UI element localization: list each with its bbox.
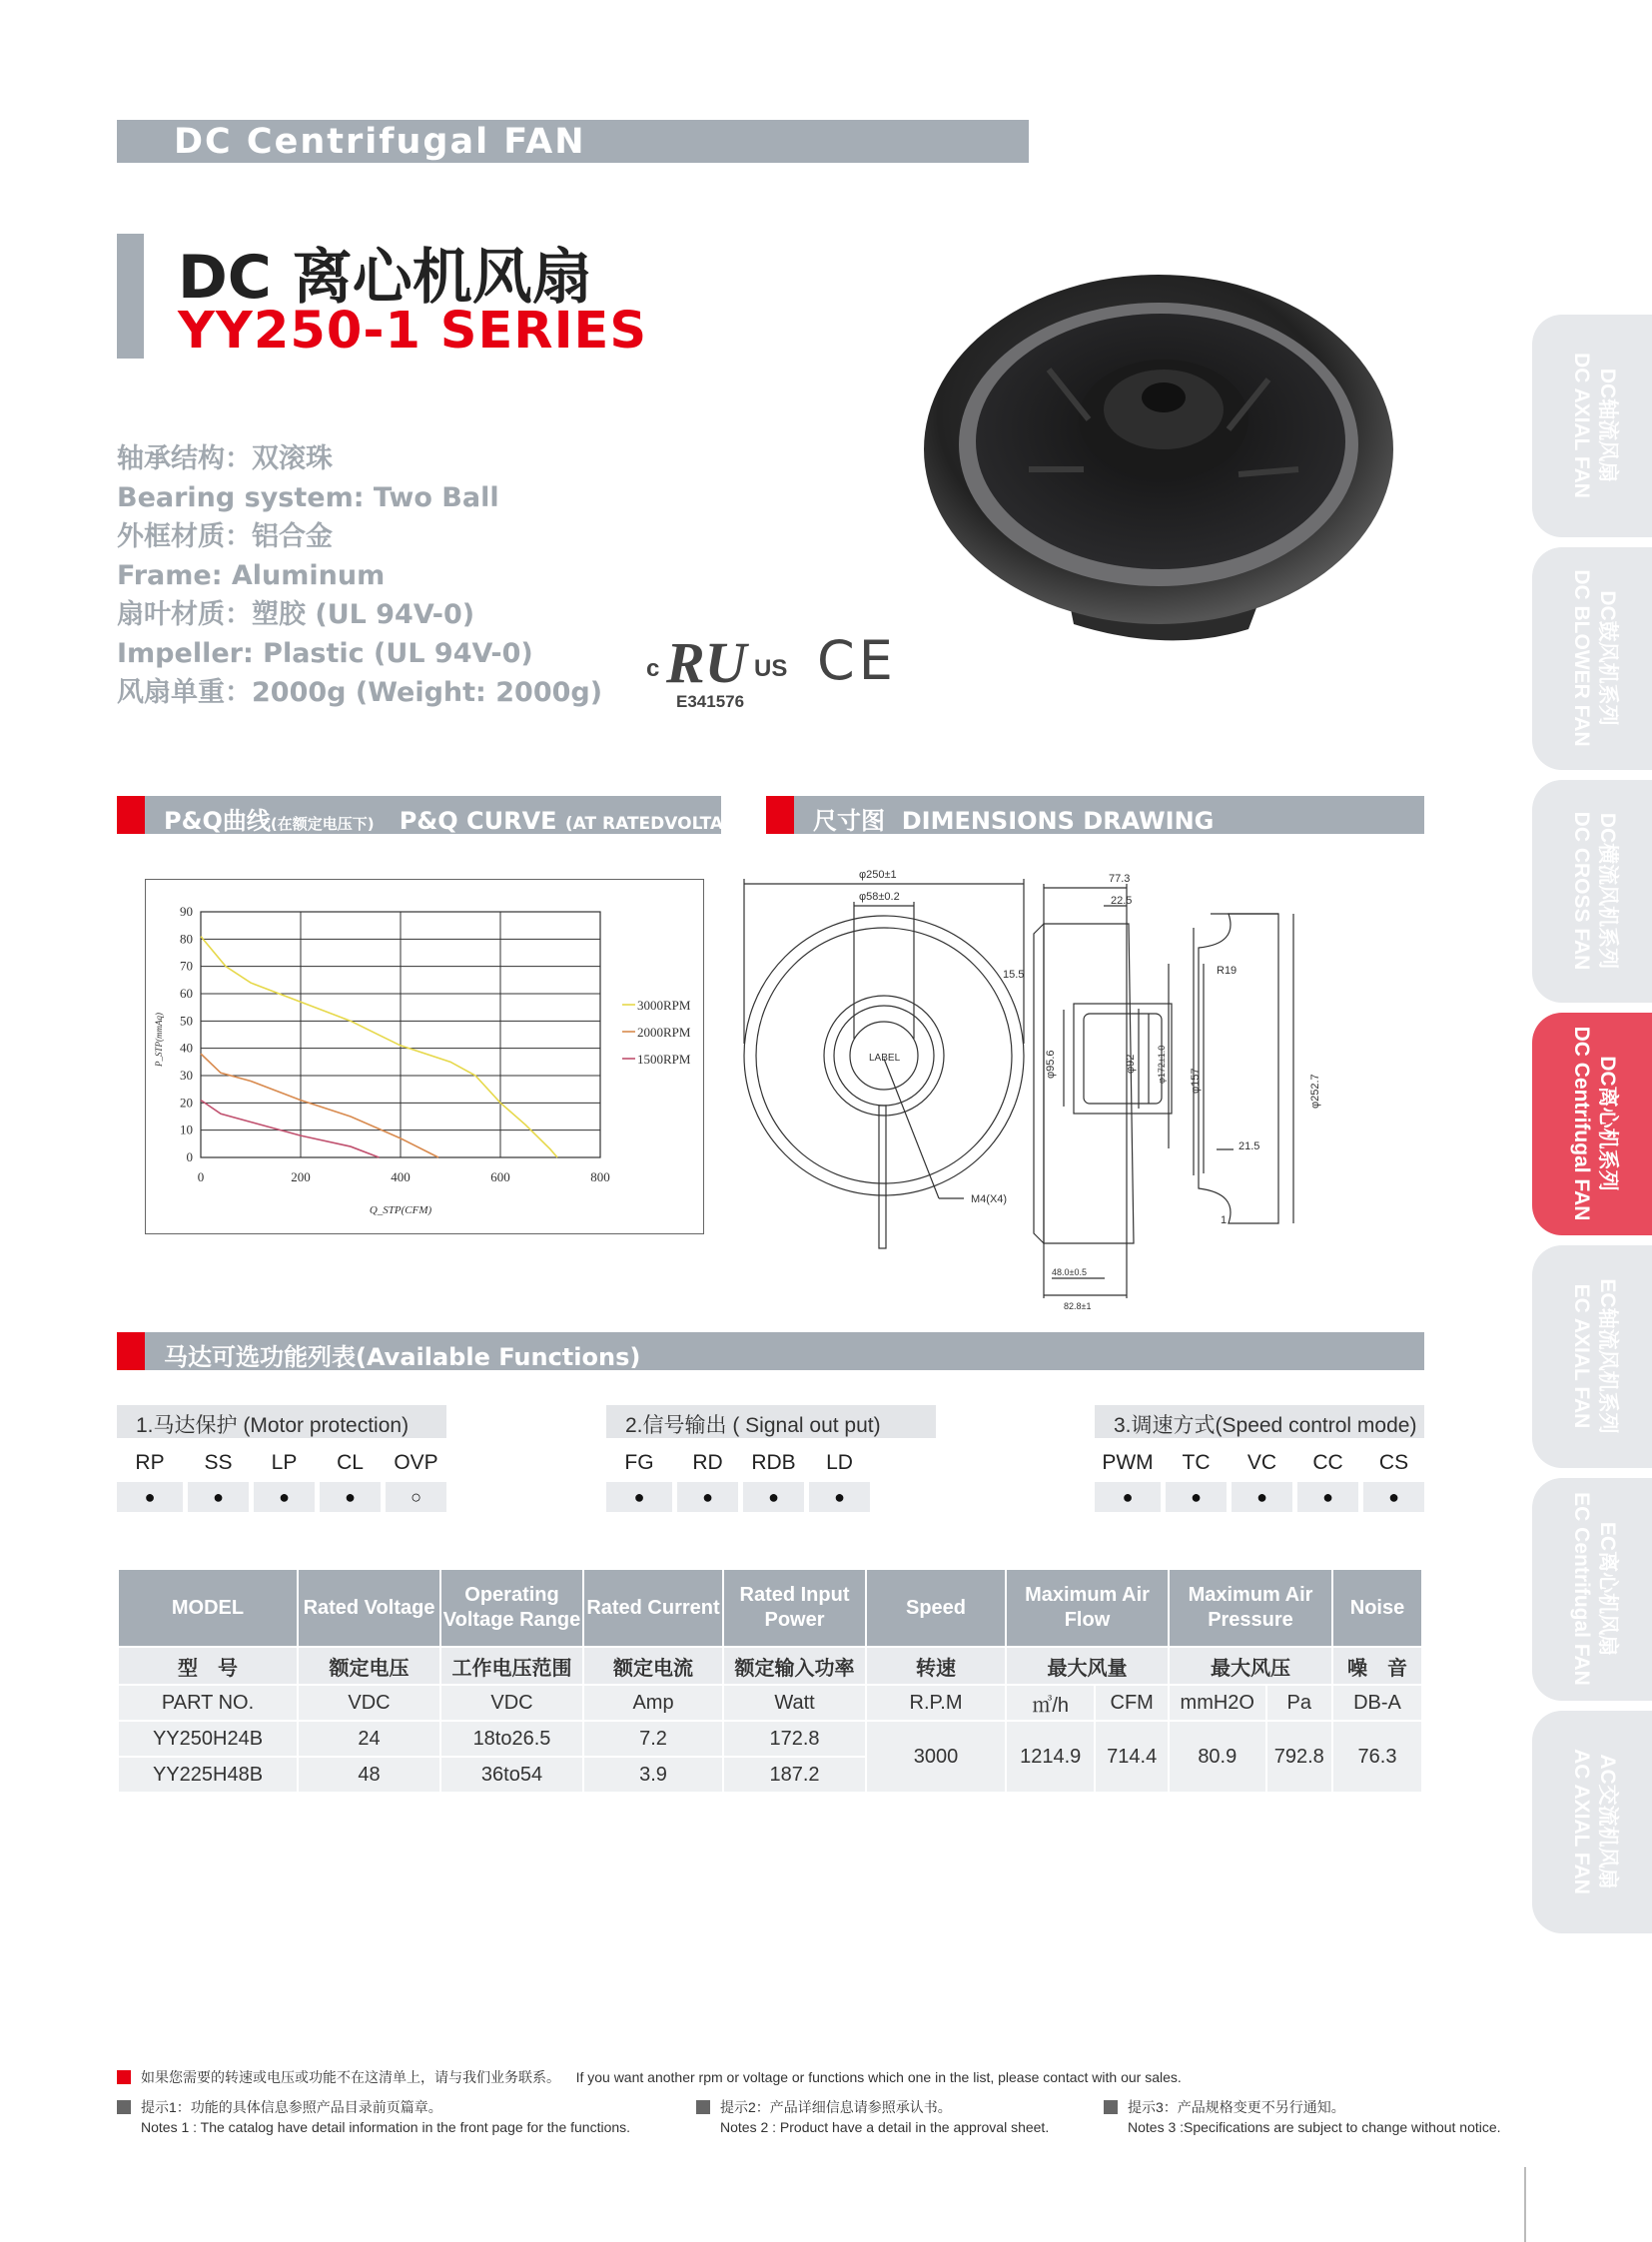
note-1 bbox=[117, 2097, 696, 2137]
function-code: LP bbox=[249, 1448, 315, 1478]
cell: R.P.M bbox=[866, 1685, 1006, 1721]
cell: 714.4 bbox=[1095, 1721, 1169, 1793]
y-tick-label: 80 bbox=[180, 931, 193, 947]
function-group bbox=[117, 1405, 446, 1512]
function-code: RDB bbox=[738, 1448, 804, 1478]
cell: 48 bbox=[298, 1757, 440, 1793]
col-operating-range: Operating Voltage Range bbox=[440, 1569, 583, 1647]
y-tick-label: 40 bbox=[180, 1040, 193, 1056]
col-noise: Noise bbox=[1332, 1569, 1422, 1647]
function-item bbox=[249, 1448, 315, 1512]
dim-828: 82.8±1 bbox=[1064, 1301, 1092, 1311]
side-tab-cn: EC轴流风机系列 bbox=[1596, 1278, 1619, 1434]
side-tab[interactable] bbox=[1532, 315, 1652, 537]
title-cn: DC 离心机风扇 bbox=[178, 243, 592, 313]
dimensions-section-header bbox=[766, 796, 1424, 834]
cell-model: YY225H48B bbox=[118, 1757, 298, 1793]
table-header-cn-row bbox=[118, 1647, 1422, 1685]
side-tab-label bbox=[1568, 1027, 1620, 1221]
side-tab-en: DC BLOWER FAN bbox=[1570, 569, 1593, 747]
function-availability-mark: ● bbox=[1161, 1482, 1227, 1512]
page-edge-line bbox=[1524, 2167, 1526, 2242]
cell: 3.9 bbox=[583, 1757, 723, 1793]
side-tab-label bbox=[1568, 1749, 1620, 1894]
legend-label: 2000RPM bbox=[637, 1025, 691, 1040]
dim-label: LABEL bbox=[869, 1053, 901, 1064]
cell: 额定电流 bbox=[583, 1647, 723, 1685]
side-tab[interactable] bbox=[1532, 547, 1652, 770]
cell: DB-A bbox=[1332, 1685, 1422, 1721]
note-text: Notes 1 : The catalog have detail information in the front page for the functions. bbox=[141, 2119, 631, 2135]
function-item bbox=[1161, 1448, 1227, 1512]
function-item bbox=[381, 1448, 446, 1512]
function-availability-mark: ● bbox=[1227, 1482, 1292, 1512]
function-item bbox=[1227, 1448, 1292, 1512]
cell: 76.3 bbox=[1332, 1721, 1422, 1793]
x-tick-label: 400 bbox=[391, 1169, 411, 1184]
pq-chart bbox=[146, 880, 705, 1235]
function-item bbox=[606, 1448, 672, 1512]
y-axis-label: P_STP(mmAq) bbox=[154, 1013, 164, 1067]
title-accent-bar bbox=[117, 234, 144, 359]
dim-d58: φ58±0.2 bbox=[859, 891, 900, 903]
cell: 额定输入功率 bbox=[723, 1647, 866, 1685]
function-code: OVP bbox=[381, 1448, 446, 1478]
dim-r19: R19 bbox=[1217, 965, 1238, 977]
pq-title-en-small: (AT RATEDVOLTAGE) bbox=[564, 814, 757, 834]
table-units-row bbox=[118, 1685, 1422, 1721]
cell: 工作电压范围 bbox=[440, 1647, 583, 1685]
side-tab-label bbox=[1568, 569, 1620, 746]
cell: 36to54 bbox=[440, 1757, 583, 1793]
side-tab-label bbox=[1568, 353, 1620, 498]
function-code: CL bbox=[315, 1448, 381, 1478]
cell-model: YY250H24B bbox=[118, 1721, 298, 1757]
col-rated-input-power: Rated Input Power bbox=[723, 1569, 866, 1647]
y-tick-label: 0 bbox=[186, 1149, 193, 1164]
col-max-air-flow: Maximum Air Flow bbox=[1006, 1569, 1169, 1647]
table-row bbox=[118, 1721, 1422, 1757]
function-availability-mark: ○ bbox=[381, 1482, 446, 1512]
function-item bbox=[1358, 1448, 1424, 1512]
cell: 型 号 bbox=[118, 1647, 298, 1685]
function-availability-mark: ● bbox=[1292, 1482, 1358, 1512]
pq-title-cn: P&Q曲线 bbox=[164, 807, 271, 835]
y-tick-label: 10 bbox=[180, 1121, 193, 1137]
fan-photo bbox=[919, 270, 1398, 669]
cell: 7.2 bbox=[583, 1721, 723, 1757]
function-group-title: 2.信号输出 ( Signal out put) bbox=[606, 1405, 936, 1438]
cell: PART NO. bbox=[118, 1685, 298, 1721]
dim-d2527: φ252.7 bbox=[1309, 1074, 1321, 1109]
col-speed: Speed bbox=[866, 1569, 1006, 1647]
series-line-2000RPM bbox=[201, 1054, 438, 1157]
cell: 172.8 bbox=[723, 1721, 866, 1757]
side-tab-label bbox=[1568, 1278, 1620, 1433]
side-tab-en: EC AXIAL FAN bbox=[1570, 1283, 1593, 1429]
side-tab-en: EC Centrifugal FAN bbox=[1570, 1492, 1593, 1686]
note-text: Notes 3 :Specifications are subject to change without notice. bbox=[1128, 2119, 1501, 2135]
function-availability-mark: ● bbox=[1095, 1482, 1161, 1512]
cell: 噪 音 bbox=[1332, 1647, 1422, 1685]
side-tab-en: DC Centrifugal FAN bbox=[1570, 1026, 1593, 1221]
legend-label: 1500RPM bbox=[637, 1052, 691, 1067]
side-tab-cn: DC横流风机系列 bbox=[1596, 812, 1619, 970]
dim-d956: φ95.6 bbox=[1045, 1050, 1057, 1079]
x-axis-label: Q_STP(CFM) bbox=[369, 1204, 432, 1216]
function-cells bbox=[117, 1448, 446, 1512]
function-item bbox=[183, 1448, 249, 1512]
dim-d92: φ92 bbox=[1125, 1054, 1137, 1074]
y-tick-label: 30 bbox=[180, 1068, 193, 1083]
note-text: If you want another rpm or voltage or functions which one in the list, please contact with our sales. bbox=[575, 2069, 1182, 2085]
cell: mmH2O bbox=[1169, 1685, 1266, 1721]
cell: 187.2 bbox=[723, 1757, 866, 1793]
x-tick-label: 200 bbox=[291, 1169, 311, 1184]
side-tab-cn: DC离心机系列 bbox=[1596, 1056, 1619, 1191]
function-item bbox=[117, 1448, 183, 1512]
x-tick-label: 0 bbox=[197, 1169, 205, 1184]
function-availability-mark: ● bbox=[606, 1482, 672, 1512]
spec-line: Impeller: Plastic (UL 94V-0) bbox=[117, 638, 533, 669]
function-group bbox=[606, 1405, 936, 1512]
function-code: CS bbox=[1358, 1448, 1424, 1478]
certification-marks bbox=[644, 624, 914, 719]
banner-text: DC Centrifugal FAN bbox=[174, 122, 586, 162]
function-item bbox=[315, 1448, 381, 1512]
pq-title-small: (在额定电压下) bbox=[270, 815, 375, 833]
cell: 额定电压 bbox=[298, 1647, 440, 1685]
dim-155: 15.5 bbox=[1003, 969, 1025, 981]
functions-section-header bbox=[117, 1332, 1424, 1370]
series-line-1500RPM bbox=[201, 1101, 380, 1157]
function-group-title: 1.马达保护 (Motor protection) bbox=[117, 1405, 446, 1438]
side-tab[interactable] bbox=[1532, 1013, 1652, 1235]
function-availability-mark: ● bbox=[738, 1482, 804, 1512]
function-item bbox=[1292, 1448, 1358, 1512]
dim-d172: φ172±1.0 bbox=[1157, 1045, 1167, 1084]
note-contact bbox=[117, 2067, 1501, 2087]
functions-title: 马达可选功能列表(Available Functions) bbox=[164, 1343, 641, 1371]
side-tab-cn: EC离心机风扇 bbox=[1596, 1521, 1619, 1657]
dim-225: 22.5 bbox=[1111, 895, 1133, 907]
table-header-row bbox=[118, 1569, 1422, 1647]
side-tab[interactable] bbox=[1532, 1711, 1652, 1933]
function-item bbox=[672, 1448, 738, 1512]
note-text: Notes 2 : Product have a detail in the approval sheet. bbox=[720, 2119, 1050, 2135]
note-2 bbox=[696, 2097, 1104, 2137]
title-series: YY250-1 SERIES bbox=[178, 302, 648, 361]
note-text: 提示1：功能的具体信息参照产品目录前页篇章。 bbox=[141, 2099, 442, 2115]
series-line-3000RPM bbox=[201, 937, 557, 1157]
pq-title-en: P&Q CURVE bbox=[399, 807, 557, 835]
col-max-air-pressure: Maximum Air Pressure bbox=[1169, 1569, 1332, 1647]
ul-file-number: E341576 bbox=[676, 692, 745, 711]
col-rated-voltage: Rated Voltage bbox=[298, 1569, 440, 1647]
side-tab-cn: AC交流机风扇 bbox=[1596, 1754, 1619, 1889]
top-banner bbox=[117, 120, 1029, 163]
dim-773: 77.3 bbox=[1109, 873, 1131, 885]
cell: 24 bbox=[298, 1721, 440, 1757]
dim-d157: φ157 bbox=[1190, 1068, 1202, 1094]
legend-label: 3000RPM bbox=[637, 998, 691, 1013]
spec-table bbox=[117, 1568, 1423, 1794]
side-tab-cn: DC轴流风扇 bbox=[1596, 368, 1619, 483]
side-tab-cn: DC鼓风机系列 bbox=[1596, 590, 1619, 726]
notes bbox=[117, 2067, 1501, 2137]
y-tick-label: 20 bbox=[180, 1095, 193, 1111]
spec-line: 扇叶材质：塑胶 (UL 94V-0) bbox=[117, 599, 475, 630]
note-text: 提示3：产品规格变更不另行通知。 bbox=[1128, 2099, 1345, 2115]
function-code: LD bbox=[804, 1448, 870, 1478]
function-availability-mark: ● bbox=[672, 1482, 738, 1512]
note-text: 如果您需要的转速或电压或功能不在这清单上，请与我们业务联系。 bbox=[141, 2069, 560, 2085]
side-tab-label bbox=[1568, 812, 1620, 971]
ul-us: US bbox=[754, 655, 788, 682]
cell: 80.9 bbox=[1169, 1721, 1266, 1793]
side-tab[interactable] bbox=[1532, 780, 1652, 1003]
function-code: VC bbox=[1227, 1448, 1292, 1478]
cell: 最大风压 bbox=[1169, 1647, 1332, 1685]
cell: Amp bbox=[583, 1685, 723, 1721]
function-item bbox=[738, 1448, 804, 1512]
cell: Watt bbox=[723, 1685, 866, 1721]
note-3 bbox=[1104, 2097, 1501, 2137]
spec-list bbox=[117, 439, 602, 712]
dim-d250: φ250±1 bbox=[859, 869, 897, 881]
function-availability-mark: ● bbox=[1358, 1482, 1424, 1512]
spec-line: Bearing system: Two Ball bbox=[117, 482, 499, 513]
side-tab-en: DC CROSS FAN bbox=[1570, 811, 1593, 971]
side-tab[interactable] bbox=[1532, 1478, 1652, 1701]
function-code: CC bbox=[1292, 1448, 1358, 1478]
ce-mark: CE bbox=[817, 629, 897, 692]
function-availability-mark: ● bbox=[315, 1482, 381, 1512]
function-item bbox=[804, 1448, 870, 1512]
function-item bbox=[1095, 1448, 1161, 1512]
cell: ㎥/h bbox=[1006, 1685, 1095, 1721]
x-tick-label: 800 bbox=[590, 1169, 610, 1184]
ul-c: c bbox=[646, 655, 660, 682]
cell-speed: 3000 bbox=[866, 1721, 1006, 1793]
cell: VDC bbox=[298, 1685, 440, 1721]
cell: 1214.9 bbox=[1006, 1721, 1095, 1793]
function-group bbox=[1095, 1405, 1424, 1512]
y-tick-label: 70 bbox=[180, 958, 193, 974]
function-code: TC bbox=[1161, 1448, 1227, 1478]
spec-line: 风扇单重：2000g (Weight: 2000g) bbox=[117, 677, 603, 708]
function-code: FG bbox=[624, 1451, 654, 1474]
col-rated-current: Rated Current bbox=[583, 1569, 723, 1647]
y-tick-label: 60 bbox=[180, 986, 193, 1001]
function-group-title: 3.调速方式(Speed control mode) bbox=[1095, 1405, 1424, 1438]
note-row bbox=[117, 2097, 1501, 2137]
dim-48: 48.0±0.5 bbox=[1052, 1267, 1087, 1277]
cell: 最大风量 bbox=[1006, 1647, 1169, 1685]
spec-line: Frame: Aluminum bbox=[117, 560, 386, 591]
function-availability-mark: ● bbox=[183, 1482, 249, 1512]
function-availability-mark: ● bbox=[804, 1482, 870, 1512]
dim-1: 1 bbox=[1221, 1214, 1228, 1226]
function-code: PWM bbox=[1102, 1451, 1154, 1474]
cell: VDC bbox=[440, 1685, 583, 1721]
side-tab[interactable] bbox=[1532, 1245, 1652, 1468]
pq-section-header bbox=[117, 796, 757, 835]
pq-chart-frame bbox=[145, 879, 704, 1234]
x-tick-label: 600 bbox=[490, 1169, 510, 1184]
cell: CFM bbox=[1095, 1685, 1169, 1721]
dim-m4: M4(X4) bbox=[971, 1193, 1008, 1205]
cell: Pa bbox=[1266, 1685, 1332, 1721]
cell: 18to26.5 bbox=[440, 1721, 583, 1757]
function-availability-mark: ● bbox=[249, 1482, 315, 1512]
function-code: SS bbox=[183, 1448, 249, 1478]
cell: 转速 bbox=[866, 1647, 1006, 1685]
function-code: RD bbox=[672, 1448, 738, 1478]
cell: 792.8 bbox=[1266, 1721, 1332, 1793]
side-tab-en: DC AXIAL FAN bbox=[1570, 353, 1593, 498]
function-availability-mark: ● bbox=[117, 1482, 183, 1512]
dimensions-drawing bbox=[739, 864, 1458, 1323]
dim-215: 21.5 bbox=[1239, 1140, 1260, 1152]
spec-line: 外框材质：铝合金 bbox=[117, 521, 333, 552]
note-text: 提示2：产品详细信息请参照承认书。 bbox=[720, 2099, 952, 2115]
side-tab-label bbox=[1568, 1492, 1620, 1686]
dim-title-cn: 尺寸图 bbox=[813, 807, 885, 835]
function-code: RP bbox=[135, 1451, 165, 1474]
ul-mark: RU bbox=[666, 630, 747, 695]
spec-line: 轴承结构：双滚珠 bbox=[117, 443, 333, 474]
function-cells bbox=[606, 1448, 936, 1512]
dim-title-en: DIMENSIONS DRAWING bbox=[901, 807, 1215, 835]
function-cells bbox=[1095, 1448, 1424, 1512]
side-tab-en: AC AXIAL FAN bbox=[1570, 1749, 1593, 1894]
y-tick-label: 50 bbox=[180, 1013, 193, 1029]
col-model: MODEL bbox=[118, 1569, 298, 1647]
y-tick-label: 90 bbox=[180, 904, 193, 919]
